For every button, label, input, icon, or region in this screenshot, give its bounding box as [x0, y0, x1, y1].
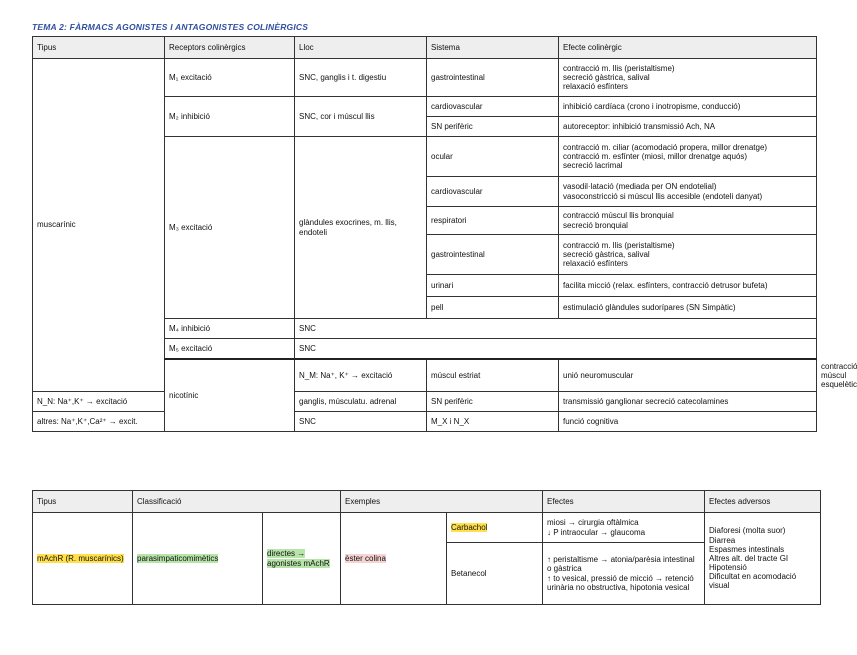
m2-lloc: SNC, cor i múscul llis	[295, 97, 427, 137]
table-row	[33, 513, 821, 543]
header-lloc: Lloc	[295, 37, 427, 59]
m3-receptor: M₃ excitació	[165, 137, 295, 319]
m1-sistema: gastrointestinal	[427, 59, 559, 97]
m2-receptor: M₂ inhibició	[165, 97, 295, 137]
m3-lloc: glàndules exocrines, m. llis, endoteli	[295, 137, 427, 319]
m2-sistema-2: SN perifèric	[427, 117, 559, 137]
tipus-cell	[33, 513, 133, 605]
table-header-row	[33, 491, 821, 513]
muscarinic-type-cell: muscarínic	[33, 59, 165, 392]
betanecol-efectes: ↑ peristaltisme → atonia/parèsia intestinal o gàstrica ↑ to vesical, pressió de micció → retenció urinària no obstructiva, hipotonia vesical	[543, 543, 705, 605]
nn-lloc: ganglis, músculatu. adrenal	[295, 392, 427, 412]
adversos-cell: Diaforesi (molta suor) Diarrea Espasmes intestinals Altres alt. del tracte GI Hipotensió Dificultat en acomodació visual	[705, 513, 821, 605]
m1-lloc: SNC, ganglis i t. digestiu	[295, 59, 427, 97]
tipus-label: mAchR (R. muscarínics)	[37, 553, 124, 563]
nx-sistema: M_X i N_X	[427, 412, 559, 432]
nx-receptor: altres: Na⁺,K⁺,Ca²⁺ → excit.	[33, 412, 165, 432]
m3-efecte-gi: contracció m. llis (peristaltisme) secreció gàstrica, salival relaxació esfínters	[559, 235, 817, 275]
m2-sistema-1: cardiovascular	[427, 97, 559, 117]
page-title: TEMA 2: FÀRMACS AGONISTES I ANTAGONISTES COLINÈRGICS	[32, 22, 309, 32]
m3-sistema-resp: respiratori	[427, 207, 559, 235]
example-carbachol	[447, 513, 543, 543]
table-row	[33, 412, 817, 432]
agonists-table	[32, 490, 821, 605]
subclass-cell	[263, 513, 341, 605]
classificacio-label: parasimpaticomimètics	[137, 553, 219, 563]
m2-efecte-1: inhibició cardíaca (crono i inotropisme, conducció)	[559, 97, 817, 117]
m3-efecte-pell: estimulació glàndules sudorípares (SN Simpàtic)	[559, 297, 817, 319]
nx-lloc: SNC	[295, 412, 427, 432]
header-efectes: Efectes	[543, 491, 705, 513]
m5-receptor: M₅ excitació	[165, 339, 295, 359]
header-tipus: Tipus	[33, 37, 165, 59]
m3-sistema-ocular: ocular	[427, 137, 559, 177]
header-efecte: Efecte colinèrgic	[559, 37, 817, 59]
m3-efecte-cardio: vasodil·latació (mediada per ON endotelial) vasoconstricció si múscul llis accesible (endoteli danyat)	[559, 177, 817, 207]
nm-lloc: múscul estriat	[427, 359, 559, 392]
m3-efecte-resp: contracció múscul llis bronquial secreció bronquial	[559, 207, 817, 235]
nicotinic-type-cell: nicotínic	[165, 359, 295, 432]
nn-efecte: transmissió ganglionar secreció catecolamines	[559, 392, 817, 412]
header-exemples: Exemples	[341, 491, 543, 513]
header-classificacio: Classificació	[133, 491, 341, 513]
m3-sistema-gi: gastrointestinal	[427, 235, 559, 275]
header-receptors: Receptors colinèrgics	[165, 37, 295, 59]
m2-efecte-2: autoreceptor: inhibició transmissió Ach, NA	[559, 117, 817, 137]
m5-lloc: SNC	[295, 339, 817, 359]
m3-sistema-pell: pell	[427, 297, 559, 319]
nm-receptor: N_M: Na⁺, K⁺ → excitació	[295, 359, 427, 392]
m3-efecte-urinari: facilita micció (relax. esfínters, contracció detrusor bufeta)	[559, 275, 817, 297]
table-row	[33, 392, 817, 412]
classificacio-cell	[133, 513, 263, 605]
nx-efecte: funció cognitiva	[559, 412, 817, 432]
nm-sistema: unió neuromuscular	[559, 359, 817, 392]
m3-efecte-ocular: contracció m. ciliar (acomodació propera, millor drenatge) contracció m. esfínter (miosi, millor drenatge aquós) secreció lacrimal	[559, 137, 817, 177]
ester-cell	[341, 513, 447, 605]
nn-sistema: SN perifèric	[427, 392, 559, 412]
subclass-label: directes → agonistes mAchR	[267, 549, 330, 568]
carbachol-label: Carbachol	[451, 522, 488, 532]
header-sistema: Sistema	[427, 37, 559, 59]
table-row	[33, 59, 817, 97]
table-header-row	[33, 37, 817, 59]
m4-lloc: SNC	[295, 319, 817, 339]
carbachol-efectes: miosi → cirurgia oftàlmica ↓ P intraocular → glaucoma	[543, 513, 705, 543]
example-betanecol: Betanecol	[447, 543, 543, 605]
ester-label: èster colina	[345, 553, 386, 563]
cholinergic-receptors-table	[32, 36, 857, 432]
nn-receptor: N_N: Na⁺,K⁺ → excitació	[33, 392, 165, 412]
m1-receptor: M₁ excitació	[165, 59, 295, 97]
m3-sistema-urinari: urinari	[427, 275, 559, 297]
table-row: nicotínic N_M: Na⁺, K⁺ → excitació múscul estriat unió neuromuscular contracció múscul esquelètic	[33, 359, 817, 392]
header-tipus: Tipus	[33, 491, 133, 513]
m1-efecte: contracció m. llis (peristaltisme) secreció gàstrica, salival relaxació esfínters	[559, 59, 817, 97]
header-adversos: Efectes adversos	[705, 491, 821, 513]
m3-sistema-cardio: cardiovascular	[427, 177, 559, 207]
m4-receptor: M₄ inhibició	[165, 319, 295, 339]
